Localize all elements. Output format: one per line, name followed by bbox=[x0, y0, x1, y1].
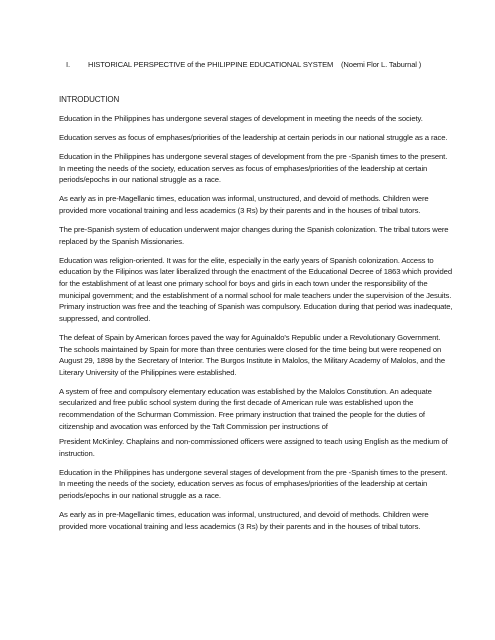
section-author: (Noemi Flor L. Taburnal ) bbox=[341, 60, 422, 69]
section-number: I. bbox=[66, 60, 70, 69]
paragraph: Education was religion-oriented. It was for the elite, especially in the early years of Spanish colonization. Access to education by the Filipinos was later liberalized through the enactment of the Educational Decree of 1863 which provided for the establishment of at least one primary school for boys and girls in each town under the responsibility of the municipal government; and the establishment of a normal school for male teachers under the supervision of the Jesuits. Primary instruction was free and the teaching of Spanish was compulsory. Education during that period was inadequate, suppressed, and controlled. bbox=[59, 255, 453, 323]
document-body bbox=[59, 113, 454, 540]
paragraph: President McKinley. Chaplains and non-commissioned officers were assigned to teach using English as the medium of instruction. bbox=[59, 437, 448, 458]
paragraph: Education in the Philippines has undergone several stages of development in meeting the needs of the society. bbox=[59, 114, 423, 123]
paragraph: The defeat of Spain by American forces paved the way for Aguinaldo's Republic under a Revolutionary Government. The schools maintained by Spain for more than three centuries were closed for the time being but were reopened on August 29, 1898 by the Secretary of Interior. The Burgos Institute in Malolos, the Military Academy of Malolos, and the Literary University of the Philippines were established. bbox=[59, 332, 445, 377]
paragraph: Education in the Philippines has undergone several stages of development from the pre -Spanish times to the present. In meeting the needs of the society, education serves as focus of emphases/priorities of the leadership at certain periods/epochs in our national struggle as a race. bbox=[59, 467, 448, 501]
paragraph: Education serves as focus of emphases/priorities of the leadership at certain periods in our national struggle as a race. bbox=[59, 133, 448, 143]
introduction-title: INTRODUCTION bbox=[59, 95, 120, 104]
paragraph: As early as in pre-Magellanic times, education was informal, unstructured, and devoid of methods. Children were provided more vocational training and less academics (3 Rs) by their parents and in the houses of tribal tutors. bbox=[59, 194, 429, 216]
paragraph: As early as in pre-Magellanic times, education was informal, unstructured, and devoid of methods. Children were provided more vocational training and less academics (3 Rs) by their parents and in the houses of tribal tutors. bbox=[59, 510, 429, 531]
paragraph: Education in the Philippines has undergone several stages of development from the pre -Spanish times to the present. In meeting the needs of the society, education serves as focus of emphases/priorities of the leadership at certain periods/epochs in our national struggle as a race. bbox=[59, 152, 448, 185]
paragraph: A system of free and compulsory elementary education was established by the Malolos Constitution. An adequate secularized and free public school system during the first decade of American rule was established upon the recommendation of the Schurman Commission. Free primary instruction that trained the people for the duties of citizenship and avocation was enforced by the Taft Commission per instructions of bbox=[59, 386, 432, 431]
section-title: HISTORICAL PERSPECTIVE of the PHILIPPINE EDUCATIONAL SYSTEM bbox=[88, 60, 334, 69]
section-heading bbox=[66, 60, 421, 69]
paragraph: The pre-Spanish system of education underwent major changes during the Spanish colonization. The tribal tutors were replaced by the Spanish Missionaries. bbox=[59, 225, 449, 246]
